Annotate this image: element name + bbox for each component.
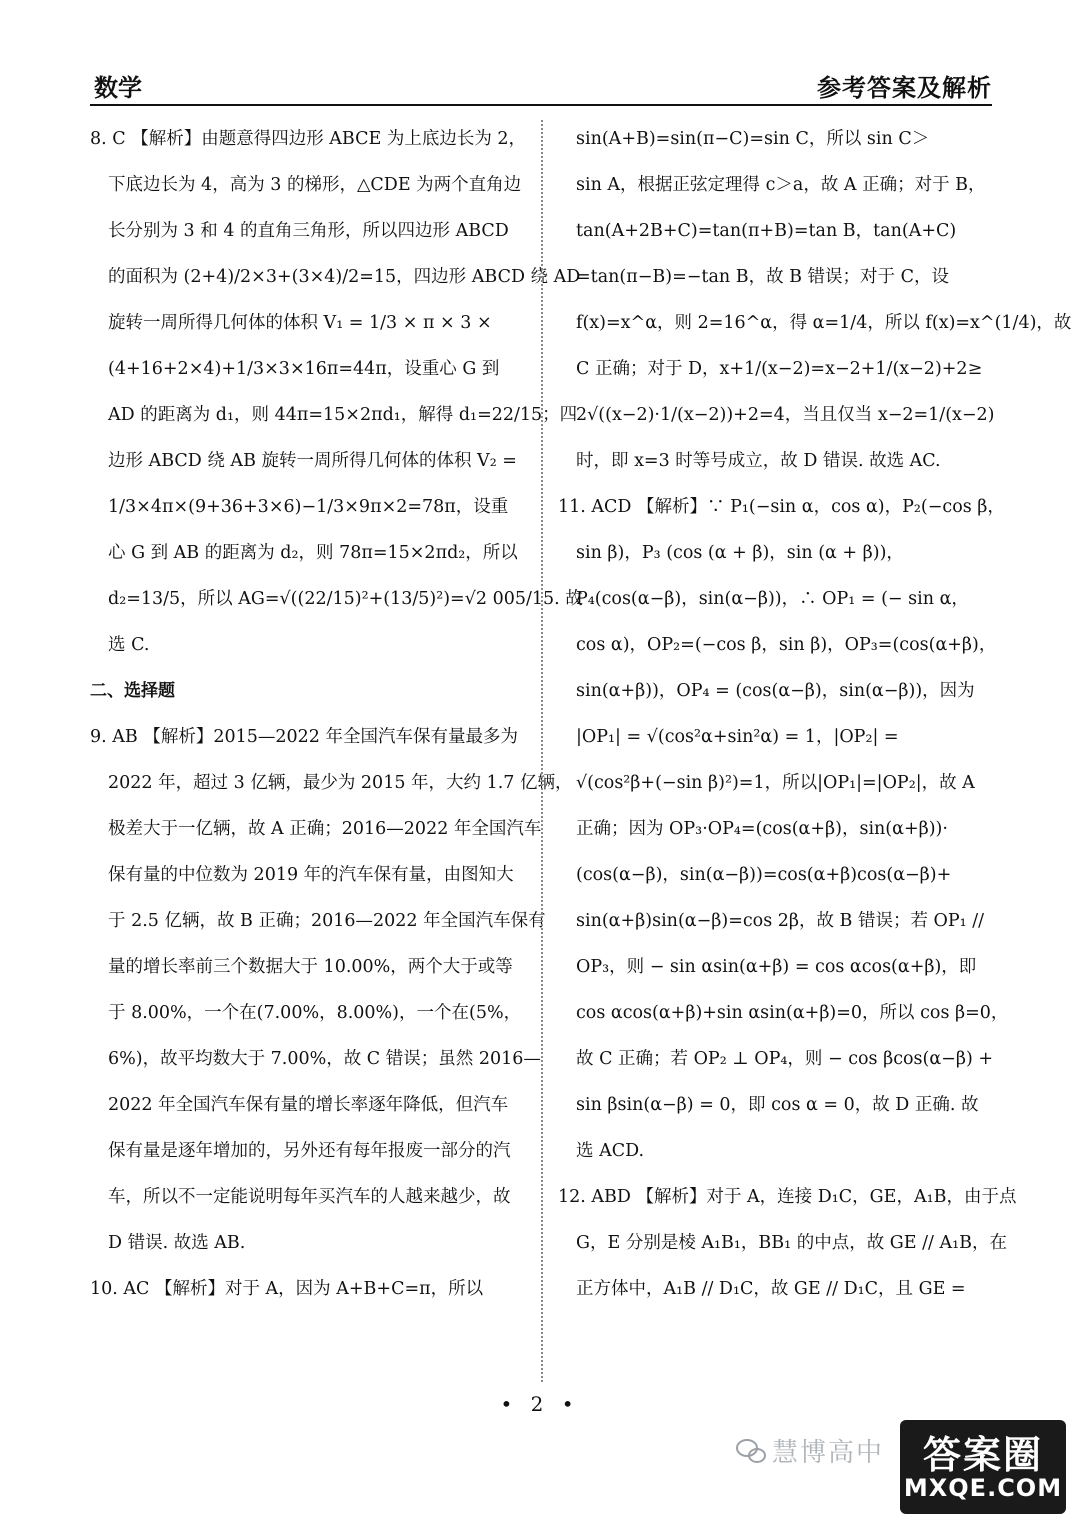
- text-line: 正确；因为 OP₃·OP₄=(cos(α+β)，sin(α+β))·: [576, 819, 948, 839]
- text-line: 8. C 【解析】由题意得四边形 ABCE 为上底边长为 2，: [90, 129, 527, 149]
- text-line: 10. AC 【解析】对于 A，因为 A+B+C=π，所以: [90, 1279, 484, 1299]
- text-line: 量的增长率前三个数据大于 10.00%，两个大于或等: [108, 957, 513, 977]
- text-line: 9. AB 【解析】2015—2022 年全国汽车保有量最多为: [90, 727, 518, 747]
- text-line: (4+16+2×4)+1/3×3×16π=44π，设重心 G 到: [108, 359, 500, 379]
- stamp-top-text: 答案圈: [922, 1433, 1043, 1477]
- text-line: 保有量的中位数为 2019 年的汽车保有量，由图知大: [108, 865, 514, 885]
- text-line: d₂=13/5，所以 AG=√((22/15)²+(13/5)²)=√2 005/15. 故: [108, 589, 583, 609]
- text-line: sin(α+β)sin(α−β)=cos 2β，故 B 错误；若 OP₁ //: [576, 911, 985, 931]
- stamp-bottom-text: MXQE.COM: [903, 1474, 1063, 1502]
- text-line: sin A，根据正弦定理得 c＞a，故 A 正确；对于 B，: [576, 175, 986, 195]
- text-line: cos αcos(α+β)+sin αsin(α+β)=0，所以 cos β=0，: [576, 1003, 1009, 1023]
- text-line: 于 2.5 亿辆，故 B 正确；2016—2022 年全国汽车保有: [108, 911, 546, 931]
- section-title: 二、选择题: [90, 681, 175, 701]
- watermark-text: 慧博高中: [772, 1437, 885, 1468]
- text-line: 11. ACD 【解析】∵ P₁(−sin α，cos α)，P₂(−cos β，: [558, 497, 1005, 517]
- text-line: 1/3×4π×(9+36+3×6)−1/3×9π×2=78π，设重: [108, 497, 509, 517]
- text-line: 12. ABD 【解析】对于 A，连接 D₁C，GE，A₁B，由于点: [558, 1187, 1017, 1207]
- text-line: 心 G 到 AB 的距离为 d₂，则 78π=15×2πd₂，所以: [108, 543, 518, 563]
- text-line: 边形 ABCD 绕 AB 旋转一周所得几何体的体积 V₂ =: [108, 451, 517, 471]
- subject-label: 数学: [94, 73, 142, 102]
- text-line: OP₃，则 − sin αsin(α+β) = cos αcos(α+β)，即: [576, 957, 977, 977]
- page-header: [90, 62, 992, 106]
- text-line: sin(α+β))，OP₄ = (cos(α−β)，sin(α−β))，因为: [576, 681, 975, 701]
- text-line: (cos(α−β)，sin(α−β))=cos(α+β)cos(α−β)+: [576, 865, 952, 885]
- text-line: 6%)，故平均数大于 7.00%，故 C 错误；虽然 2016—: [108, 1049, 541, 1069]
- text-line: cos α)，OP₂=(−cos β，sin β)，OP₃=(cos(α+β)，: [576, 635, 997, 655]
- text-line: tan(A+2B+C)=tan(π+B)=tan B，tan(A+C): [576, 221, 957, 241]
- text-line: 旋转一周所得几何体的体积 V₁ = 1/3 × π × 3 ×: [108, 313, 492, 333]
- site-stamp-logo: [900, 1420, 1066, 1514]
- header-rule: [90, 104, 992, 106]
- text-line: √(cos²β+(−sin β)²)=1，所以|OP₁|=|OP₂|，故 A: [576, 773, 975, 793]
- text-line: sin β)，P₃ (cos (α + β)，sin (α + β))，: [576, 543, 904, 563]
- text-line: 2022 年，超过 3 亿辆，最少为 2015 年，大约 1.7 亿辆，: [108, 773, 573, 793]
- text-line: 选 C.: [108, 635, 150, 655]
- text-line: AD 的距离为 d₁，则 44π=15×2πd₁，解得 d₁=22/15；四: [108, 405, 578, 425]
- text-line: sin(A+B)=sin(π−C)=sin C，所以 sin C＞: [576, 129, 930, 149]
- text-line: 故 C 正确；若 OP₂ ⊥ OP₄，则 − cos βcos(α−β) +: [576, 1049, 994, 1069]
- text-line: C 正确；对于 D，x+1/(x−2)=x−2+1/(x−2)+2≥: [576, 359, 983, 379]
- text-line: G，E 分别是棱 A₁B₁，BB₁ 的中点，故 GE // A₁B，在: [576, 1233, 1007, 1253]
- text-line: 车，所以不一定能说明每年买汽车的人越来越少，故: [108, 1187, 511, 1207]
- right-column: [558, 116, 1072, 1312]
- text-line: D 错误. 故选 AB.: [108, 1233, 246, 1253]
- document-title: 参考答案及解析: [817, 73, 992, 102]
- text-line: 时，即 x=3 时等号成立，故 D 错误. 故选 AC.: [576, 451, 941, 471]
- text-line: 下底边长为 4，高为 3 的梯形，△CDE 为两个直角边: [108, 175, 522, 195]
- text-line: sin βsin(α−β) = 0，即 cos α = 0，故 D 正确. 故: [576, 1095, 979, 1115]
- left-column: [90, 116, 583, 1312]
- text-line: 保有量是逐年增加的，另外还有每年报废一部分的汽: [108, 1141, 511, 1161]
- text-line: 选 ACD.: [576, 1141, 645, 1161]
- watermark: [736, 1420, 884, 1480]
- text-line: 长分别为 3 和 4 的直角三角形，所以四边形 ABCD: [108, 221, 509, 241]
- text-line: 的面积为 (2+4)/2×3+(3×4)/2=15，四边形 ABCD 绕 AD: [108, 267, 581, 287]
- text-line: f(x)=x^α，则 2=16^α，得 α=1/4，所以 f(x)=x^(1/4)，故: [576, 313, 1072, 333]
- text-line: 2022 年全国汽车保有量的增长率逐年降低，但汽车: [108, 1095, 509, 1115]
- page-number: • 2 •: [500, 1392, 580, 1416]
- text-line: 极差大于一亿辆，故 A 正确；2016—2022 年全国汽车: [108, 819, 542, 839]
- text-line: 正方体中，A₁B // D₁C，故 GE // D₁C，且 GE =: [576, 1279, 966, 1299]
- text-line: 2√((x−2)·1/(x−2))+2=4，当且仅当 x−2=1/(x−2): [576, 405, 995, 425]
- text-line: P₄(cos(α−β)，sin(α−β))，∴ OP₁ = (− sin α，: [576, 589, 969, 609]
- wechat-icon: [736, 1437, 766, 1463]
- column-divider: [541, 120, 543, 1382]
- text-line: 于 8.00%，一个在(7.00%，8.00%)，一个在(5%，: [108, 1003, 522, 1023]
- text-line: |OP₁| = √(cos²α+sin²α) = 1，|OP₂| =: [576, 727, 899, 747]
- text-line: =tan(π−B)=−tan B，故 B 错误；对于 C，设: [576, 267, 950, 287]
